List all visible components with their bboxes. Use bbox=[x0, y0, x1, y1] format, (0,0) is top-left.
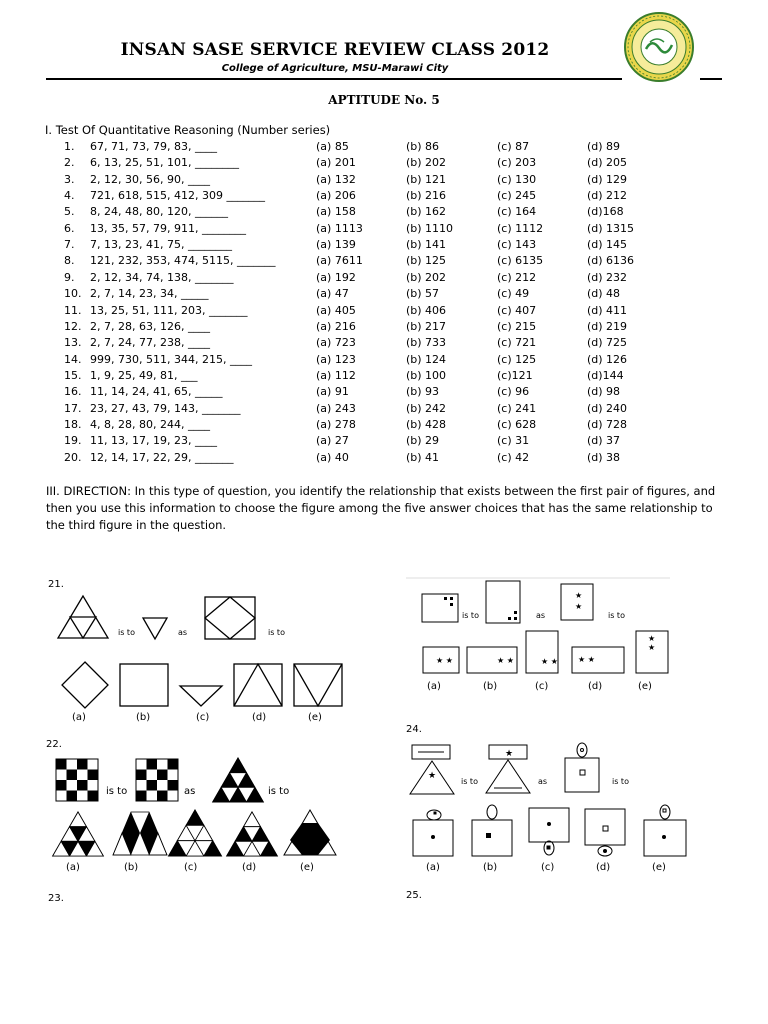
q24-number: 24. bbox=[406, 724, 422, 735]
q-number: 4. bbox=[64, 189, 75, 202]
q-option-b: (b) 733 bbox=[406, 336, 447, 349]
q-option-b: (b) 202 bbox=[406, 156, 447, 169]
q-option-b: (b) 162 bbox=[406, 205, 447, 218]
q-option-b: (b) 141 bbox=[406, 238, 447, 251]
q-option-a: (a) 192 bbox=[316, 271, 356, 284]
q-option-c: (c) 96 bbox=[497, 385, 530, 398]
q-option-d: (d) 38 bbox=[587, 451, 621, 464]
q-option-a: (a) 91 bbox=[316, 385, 349, 398]
q21-opt-c: (c) bbox=[196, 712, 210, 723]
q-number: 13. bbox=[64, 336, 82, 349]
q23-opt-b: (b) bbox=[483, 681, 498, 692]
q21-is-to-2: is to bbox=[268, 628, 285, 637]
q-option-d: (d) 232 bbox=[587, 271, 628, 284]
q-option-b: (b) 93 bbox=[406, 385, 440, 398]
q-series: 2, 7, 14, 23, 34, _____ bbox=[90, 287, 209, 300]
q-series: 721, 618, 515, 412, 309 _______ bbox=[90, 189, 265, 202]
q-option-d: (d)144 bbox=[587, 369, 624, 382]
q-option-d: (d)168 bbox=[587, 205, 624, 218]
q-series: 23, 27, 43, 79, 143, _______ bbox=[90, 402, 241, 415]
q-option-a: (a) 85 bbox=[316, 140, 349, 153]
svg-text:★: ★ bbox=[505, 749, 514, 759]
q-option-d: (d) 1315 bbox=[587, 222, 635, 235]
q-option-a: (a) 40 bbox=[316, 451, 349, 464]
q-number: 8. bbox=[64, 254, 75, 267]
q-option-a: (a) 723 bbox=[316, 336, 356, 349]
q-option-b: (b) 406 bbox=[406, 304, 447, 317]
q21-opt-b: (b) bbox=[136, 712, 151, 723]
q-number: 15. bbox=[64, 369, 82, 382]
q-series: 2, 7, 28, 63, 126, ____ bbox=[90, 320, 210, 333]
q-number: 17. bbox=[64, 402, 82, 415]
q24-is-to-2: is to bbox=[612, 777, 629, 786]
svg-text:★: ★ bbox=[648, 634, 656, 643]
q-option-d: (d) 145 bbox=[587, 238, 628, 251]
q-option-a: (a) 158 bbox=[316, 205, 356, 218]
q-number: 10. bbox=[64, 287, 82, 300]
q21-is-to-1: is to bbox=[118, 628, 135, 637]
q-option-c: (c) 6135 bbox=[497, 254, 544, 267]
q-option-b: (b) 121 bbox=[406, 173, 447, 186]
q-number: 18. bbox=[64, 418, 82, 431]
q-option-a: (a) 216 bbox=[316, 320, 356, 333]
q-option-d: (d) 126 bbox=[587, 353, 628, 366]
q-option-a: (a) 47 bbox=[316, 287, 349, 300]
q22-opt-d: (d) bbox=[242, 862, 257, 873]
q-number: 6. bbox=[64, 222, 75, 235]
q23-as: as bbox=[536, 611, 546, 620]
q-option-b: (b) 86 bbox=[406, 140, 440, 153]
q-series: 4, 8, 28, 80, 244, ____ bbox=[90, 418, 210, 431]
q-option-d: (d) 6136 bbox=[587, 254, 635, 267]
q25-number: 25. bbox=[406, 890, 422, 901]
q-series: 67, 71, 73, 79, 83, ____ bbox=[90, 140, 217, 153]
q-option-c: (c) 241 bbox=[497, 402, 537, 415]
q-option-d: (d) 728 bbox=[587, 418, 628, 431]
q-number: 1. bbox=[64, 140, 75, 153]
svg-text:★: ★ bbox=[648, 643, 656, 652]
q23-number: 23. bbox=[48, 893, 64, 904]
q24-as: as bbox=[538, 777, 548, 786]
q-option-a: (a) 206 bbox=[316, 189, 356, 202]
q22-opt-a: (a) bbox=[66, 862, 80, 873]
q21-as: as bbox=[178, 628, 188, 637]
q-option-d: (d) 219 bbox=[587, 320, 628, 333]
q-option-b: (b) 217 bbox=[406, 320, 447, 333]
q-option-c: (c) 215 bbox=[497, 320, 537, 333]
q-number: 12. bbox=[64, 320, 82, 333]
q-series: 11, 14, 24, 41, 65, _____ bbox=[90, 385, 223, 398]
q24-opt-e: (e) bbox=[652, 862, 666, 873]
q22-opt-e: (e) bbox=[300, 862, 314, 873]
q-series: 2, 12, 30, 56, 90, ____ bbox=[90, 173, 210, 186]
q-option-a: (a) 243 bbox=[316, 402, 356, 415]
q24-is-to-1: is to bbox=[461, 777, 478, 786]
q-option-d: (d) 240 bbox=[587, 402, 628, 415]
q22-opt-b: (b) bbox=[124, 862, 139, 873]
q-series: 7, 13, 23, 41, 75, ________ bbox=[90, 238, 232, 251]
q-option-a: (a) 278 bbox=[316, 418, 356, 431]
q22-is-to-2: is to bbox=[268, 786, 290, 797]
q-option-c: (c) 31 bbox=[497, 434, 530, 447]
q-option-d: (d) 129 bbox=[587, 173, 628, 186]
q-option-c: (c) 164 bbox=[497, 205, 537, 218]
q21-opt-e: (e) bbox=[308, 712, 322, 723]
q-option-b: (b) 124 bbox=[406, 353, 447, 366]
q-number: 11. bbox=[64, 304, 82, 317]
q-number: 20. bbox=[64, 451, 82, 464]
q-option-a: (a) 132 bbox=[316, 173, 356, 186]
q23-opt-d: (d) bbox=[588, 681, 603, 692]
q23-is-to-2: is to bbox=[608, 611, 625, 620]
q24-opt-b: (b) bbox=[483, 862, 498, 873]
q21-number: 21. bbox=[48, 579, 64, 590]
q-option-d: (d) 725 bbox=[587, 336, 628, 349]
q-number: 16. bbox=[64, 385, 82, 398]
q-option-c: (c) 721 bbox=[497, 336, 537, 349]
q21-opt-a: (a) bbox=[72, 712, 86, 723]
q-option-c: (c) 407 bbox=[497, 304, 537, 317]
q-option-d: (d) 89 bbox=[587, 140, 621, 153]
q-option-d: (d) 205 bbox=[587, 156, 628, 169]
q-series: 999, 730, 511, 344, 215, ____ bbox=[90, 353, 252, 366]
q22-as: as bbox=[184, 786, 196, 797]
q22-is-to-1: is to bbox=[106, 786, 128, 797]
q-number: 19. bbox=[64, 434, 82, 447]
q-number: 5. bbox=[64, 205, 75, 218]
svg-text:★ ★: ★ ★ bbox=[436, 656, 453, 665]
q-number: 9. bbox=[64, 271, 75, 284]
q-series: 1, 9, 25, 49, 81, ___ bbox=[90, 369, 198, 382]
q-option-c: (c) 87 bbox=[497, 140, 530, 153]
q-option-a: (a) 112 bbox=[316, 369, 356, 382]
q-option-b: (b) 428 bbox=[406, 418, 447, 431]
q-number: 3. bbox=[64, 173, 75, 186]
q-option-c: (c) 42 bbox=[497, 451, 530, 464]
q-option-b: (b) 29 bbox=[406, 434, 440, 447]
q-series: 13, 25, 51, 111, 203, _______ bbox=[90, 304, 248, 317]
svg-text:★: ★ bbox=[575, 591, 583, 600]
q-option-c: (c) 628 bbox=[497, 418, 537, 431]
q23-opt-e: (e) bbox=[638, 681, 652, 692]
q-option-c: (c) 125 bbox=[497, 353, 537, 366]
aptitude-heading: APTITUDE No. 5 bbox=[328, 93, 440, 107]
svg-text:★ ★: ★ ★ bbox=[578, 655, 595, 664]
q23-opt-c: (c) bbox=[535, 681, 549, 692]
q22-opt-c: (c) bbox=[184, 862, 198, 873]
q-option-b: (b) 1110 bbox=[406, 222, 454, 235]
q-series: 12, 14, 17, 22, 29, _______ bbox=[90, 451, 234, 464]
q-option-a: (a) 27 bbox=[316, 434, 349, 447]
q-option-a: (a) 7611 bbox=[316, 254, 363, 267]
q-option-c: (c) 1112 bbox=[497, 222, 544, 235]
svg-text:★: ★ bbox=[575, 602, 583, 611]
q-series: 13, 35, 57, 79, 911, ________ bbox=[90, 222, 246, 235]
direction-text: III. DIRECTION: In this type of question, you identify the relationship that exists between the first pair of figures, and then you use this information to choose the figure among the five answer choices that has the same relationship to the third figure in the question. bbox=[46, 484, 716, 532]
q21-opt-d: (d) bbox=[252, 712, 267, 723]
q-option-c: (c) 49 bbox=[497, 287, 530, 300]
q-option-a: (a) 139 bbox=[316, 238, 356, 251]
q-option-b: (b) 216 bbox=[406, 189, 447, 202]
q-option-d: (d) 411 bbox=[587, 304, 628, 317]
q-option-d: (d) 37 bbox=[587, 434, 621, 447]
q-option-b: (b) 100 bbox=[406, 369, 447, 382]
q-option-a: (a) 201 bbox=[316, 156, 356, 169]
q-option-c: (c) 203 bbox=[497, 156, 537, 169]
svg-text:★ ★: ★ ★ bbox=[541, 657, 558, 666]
q-option-c: (c)121 bbox=[497, 369, 533, 382]
q22-number: 22. bbox=[46, 739, 62, 750]
q-number: 7. bbox=[64, 238, 75, 251]
q-option-a: (a) 1113 bbox=[316, 222, 363, 235]
q-series: 8, 24, 48, 80, 120, ______ bbox=[90, 205, 228, 218]
svg-text:★ ★: ★ ★ bbox=[497, 656, 514, 665]
q-option-c: (c) 143 bbox=[497, 238, 537, 251]
q-option-c: (c) 130 bbox=[497, 173, 537, 186]
q24-opt-a: (a) bbox=[426, 862, 440, 873]
document-subtitle: College of Agriculture, MSU-Marawi City bbox=[221, 63, 449, 74]
q-option-b: (b) 242 bbox=[406, 402, 447, 415]
q-option-c: (c) 245 bbox=[497, 189, 537, 202]
q-option-d: (d) 48 bbox=[587, 287, 621, 300]
section-heading: I. Test Of Quantitative Reasoning (Number series) bbox=[45, 123, 331, 137]
q-option-d: (d) 98 bbox=[587, 385, 621, 398]
q-number: 14. bbox=[64, 353, 82, 366]
q24-opt-d: (d) bbox=[596, 862, 611, 873]
q-series: 2, 7, 24, 77, 238, ____ bbox=[90, 336, 210, 349]
q-option-b: (b) 57 bbox=[406, 287, 440, 300]
q-option-b: (b) 202 bbox=[406, 271, 447, 284]
q-series: 121, 232, 353, 474, 5115, _______ bbox=[90, 254, 276, 267]
q-option-c: (c) 212 bbox=[497, 271, 537, 284]
q23-is-to-1: is to bbox=[462, 611, 479, 620]
q-number: 2. bbox=[64, 156, 75, 169]
q-option-d: (d) 212 bbox=[587, 189, 628, 202]
q24-opt-c: (c) bbox=[541, 862, 555, 873]
q-option-b: (b) 41 bbox=[406, 451, 440, 464]
q-series: 6, 13, 25, 51, 101, ________ bbox=[90, 156, 239, 169]
q-series: 11, 13, 17, 19, 23, ____ bbox=[90, 434, 217, 447]
q-series: 2, 12, 34, 74, 138, _______ bbox=[90, 271, 234, 284]
q-option-a: (a) 405 bbox=[316, 304, 356, 317]
document-title: INSAN SASE SERVICE REVIEW CLASS 2012 bbox=[120, 40, 550, 60]
svg-text:★: ★ bbox=[428, 771, 437, 781]
q-option-b: (b) 125 bbox=[406, 254, 447, 267]
q-option-a: (a) 123 bbox=[316, 353, 356, 366]
q23-opt-a: (a) bbox=[427, 681, 441, 692]
